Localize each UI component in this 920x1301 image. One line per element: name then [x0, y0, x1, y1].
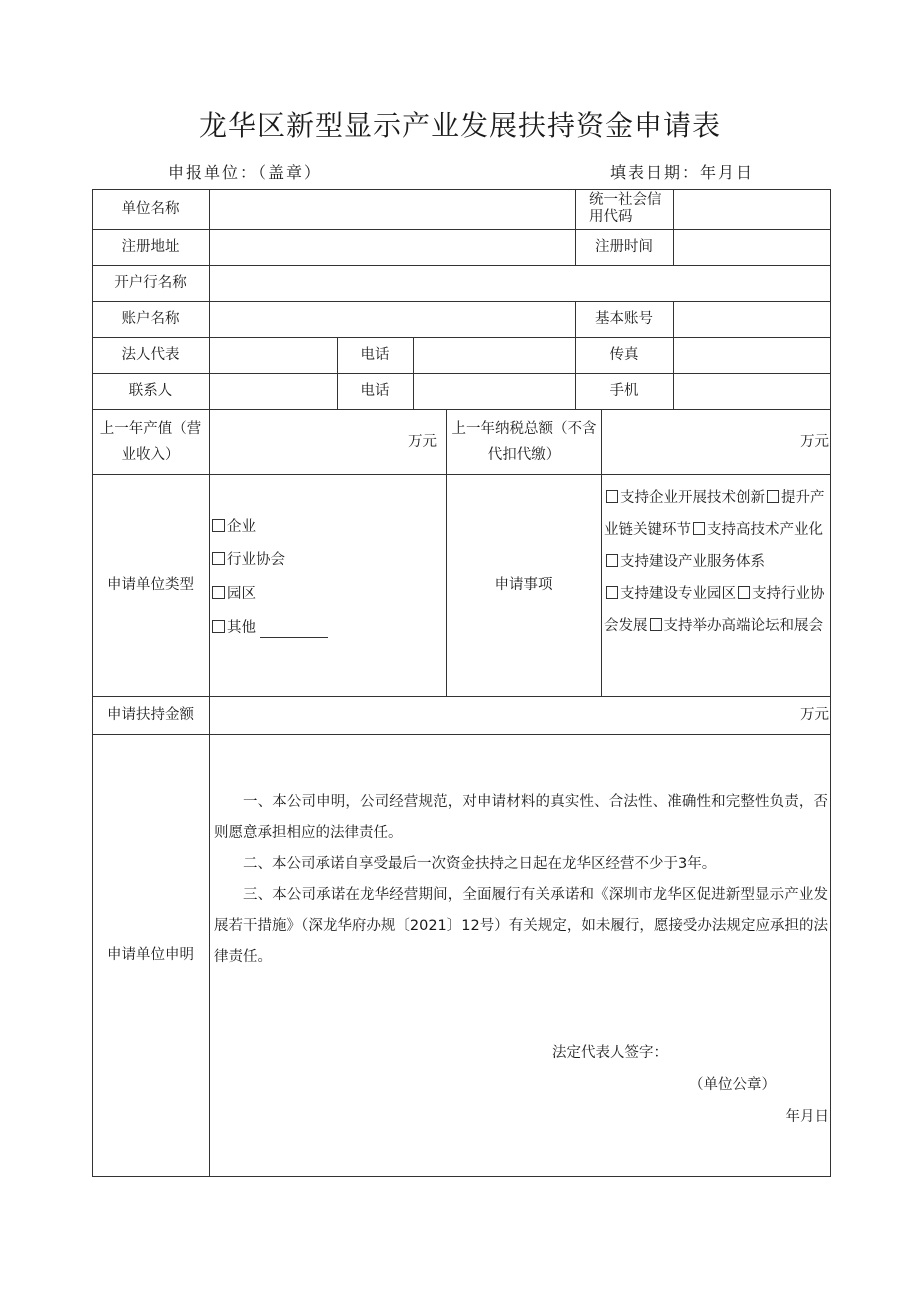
checkbox-icon[interactable]: [693, 522, 705, 535]
unit-type-label: 申请单位类型: [107, 577, 194, 593]
checkbox-icon[interactable]: [767, 490, 779, 503]
matters-label: 申请事项: [494, 577, 553, 593]
amount-label: 申请扶持金额: [107, 707, 194, 723]
bank-name-field[interactable]: [209, 265, 830, 301]
checkbox-icon[interactable]: [738, 586, 750, 599]
mobile-label: 手机: [609, 383, 639, 399]
applicant-seal-label: 申报单位：（盖章）: [168, 163, 323, 182]
unit-type-association[interactable]: 行业协会: [212, 550, 285, 570]
checkbox-icon: [212, 519, 225, 532]
checkbox-icon: [212, 552, 225, 565]
seal-label: （单位公章）: [689, 1077, 776, 1093]
account-name-field[interactable]: [209, 301, 575, 337]
last-output-field[interactable]: [209, 409, 437, 474]
last-output-label: 上一年产值（营业收入）: [99, 421, 202, 463]
fax-label: 传真: [609, 347, 639, 363]
declaration-para-3: 三、本公司承诺在龙华经营期间，全面履行有关承诺和《深圳市龙华区促进新型显示产业发展若干措施》（深龙华府办规〔2021〕12号）有关规定，如未履行，愿接受办法规定应承担的法律责任。: [214, 887, 828, 965]
reg-time-label: 注册时间: [595, 239, 653, 255]
matter-hightech: 支持高技术产业化: [707, 522, 823, 538]
legal-rep-field[interactable]: [209, 337, 337, 373]
checkbox-icon[interactable]: [606, 490, 618, 503]
checkbox-icon[interactable]: [606, 586, 618, 599]
declaration-date: 年月日: [785, 1109, 829, 1125]
page-title: 龙华区新型显示产业发展扶持资金申请表: [198, 109, 721, 142]
matters-list: [604, 482, 828, 642]
reg-address-field[interactable]: [209, 229, 575, 265]
legal-rep-phone-label: 电话: [360, 347, 390, 363]
mobile-field[interactable]: [673, 373, 830, 409]
declaration-label: 申请单位申明: [107, 947, 194, 963]
basic-account-label: 基本账号: [595, 311, 653, 327]
matter-service-system: 支持建设产业服务体系: [620, 554, 765, 570]
bank-name-label: 开户行名称: [114, 275, 187, 291]
unit-type-enterprise[interactable]: 企业: [212, 517, 256, 537]
basic-account-field[interactable]: [673, 301, 830, 337]
matter-forum-expo: 支持举办高端论坛和展会: [663, 618, 823, 634]
last-tax-label: 上一年纳税总额（不含代扣代缴）: [451, 421, 597, 463]
checkbox-icon: [212, 620, 225, 633]
other-blank-line[interactable]: [260, 623, 328, 638]
last-output-unit: 万元: [408, 433, 437, 450]
fill-date-label: 填表日期：年月日: [610, 163, 755, 182]
matter-industry-chain: 提升产业链关键环节: [604, 490, 825, 538]
legal-rep-label: 法人代表: [121, 347, 180, 363]
credit-code-label: 统一社会信用代码: [589, 192, 662, 225]
matter-tech-innovation: 支持企业开展技术创新: [620, 490, 765, 506]
last-tax-unit: 万元: [800, 433, 829, 450]
matter-association: 支持行业协会发展: [604, 586, 825, 634]
checkbox-icon[interactable]: [606, 554, 618, 567]
contact-phone-label: 电话: [360, 383, 390, 399]
legal-rep-phone-field[interactable]: [413, 337, 575, 373]
reg-time-field[interactable]: [673, 229, 830, 265]
contact-phone-field[interactable]: [413, 373, 575, 409]
signature-label: 法定代表人签字：: [552, 1045, 668, 1061]
declaration-para-1: 一、本公司申明，公司经营规范，对申请材料的真实性、合法性、准确性和完整性负责，否则愿意承担相应的法律责任。: [214, 794, 828, 841]
last-tax-field[interactable]: [601, 409, 829, 474]
contact-field[interactable]: [209, 373, 337, 409]
declaration-text: [214, 787, 828, 973]
checkbox-icon: [212, 586, 225, 599]
unit-name-field[interactable]: [209, 189, 575, 229]
credit-code-field[interactable]: [673, 189, 830, 229]
unit-name-label: 单位名称: [121, 201, 180, 217]
fax-field[interactable]: [673, 337, 830, 373]
unit-type-park[interactable]: 园区: [212, 584, 256, 604]
account-name-label: 账户名称: [121, 311, 180, 327]
matter-special-park: 支持建设专业园区: [620, 586, 736, 602]
unit-type-other[interactable]: 其他: [212, 618, 328, 638]
declaration-para-2: 二、本公司承诺自享受最后一次资金扶持之日起在龙华区经营不少于3年。: [243, 856, 717, 872]
reg-address-label: 注册地址: [121, 239, 180, 255]
checkbox-icon[interactable]: [650, 618, 662, 631]
contact-label: 联系人: [128, 383, 173, 399]
amount-unit: 万元: [800, 707, 829, 723]
amount-field[interactable]: [209, 696, 829, 734]
